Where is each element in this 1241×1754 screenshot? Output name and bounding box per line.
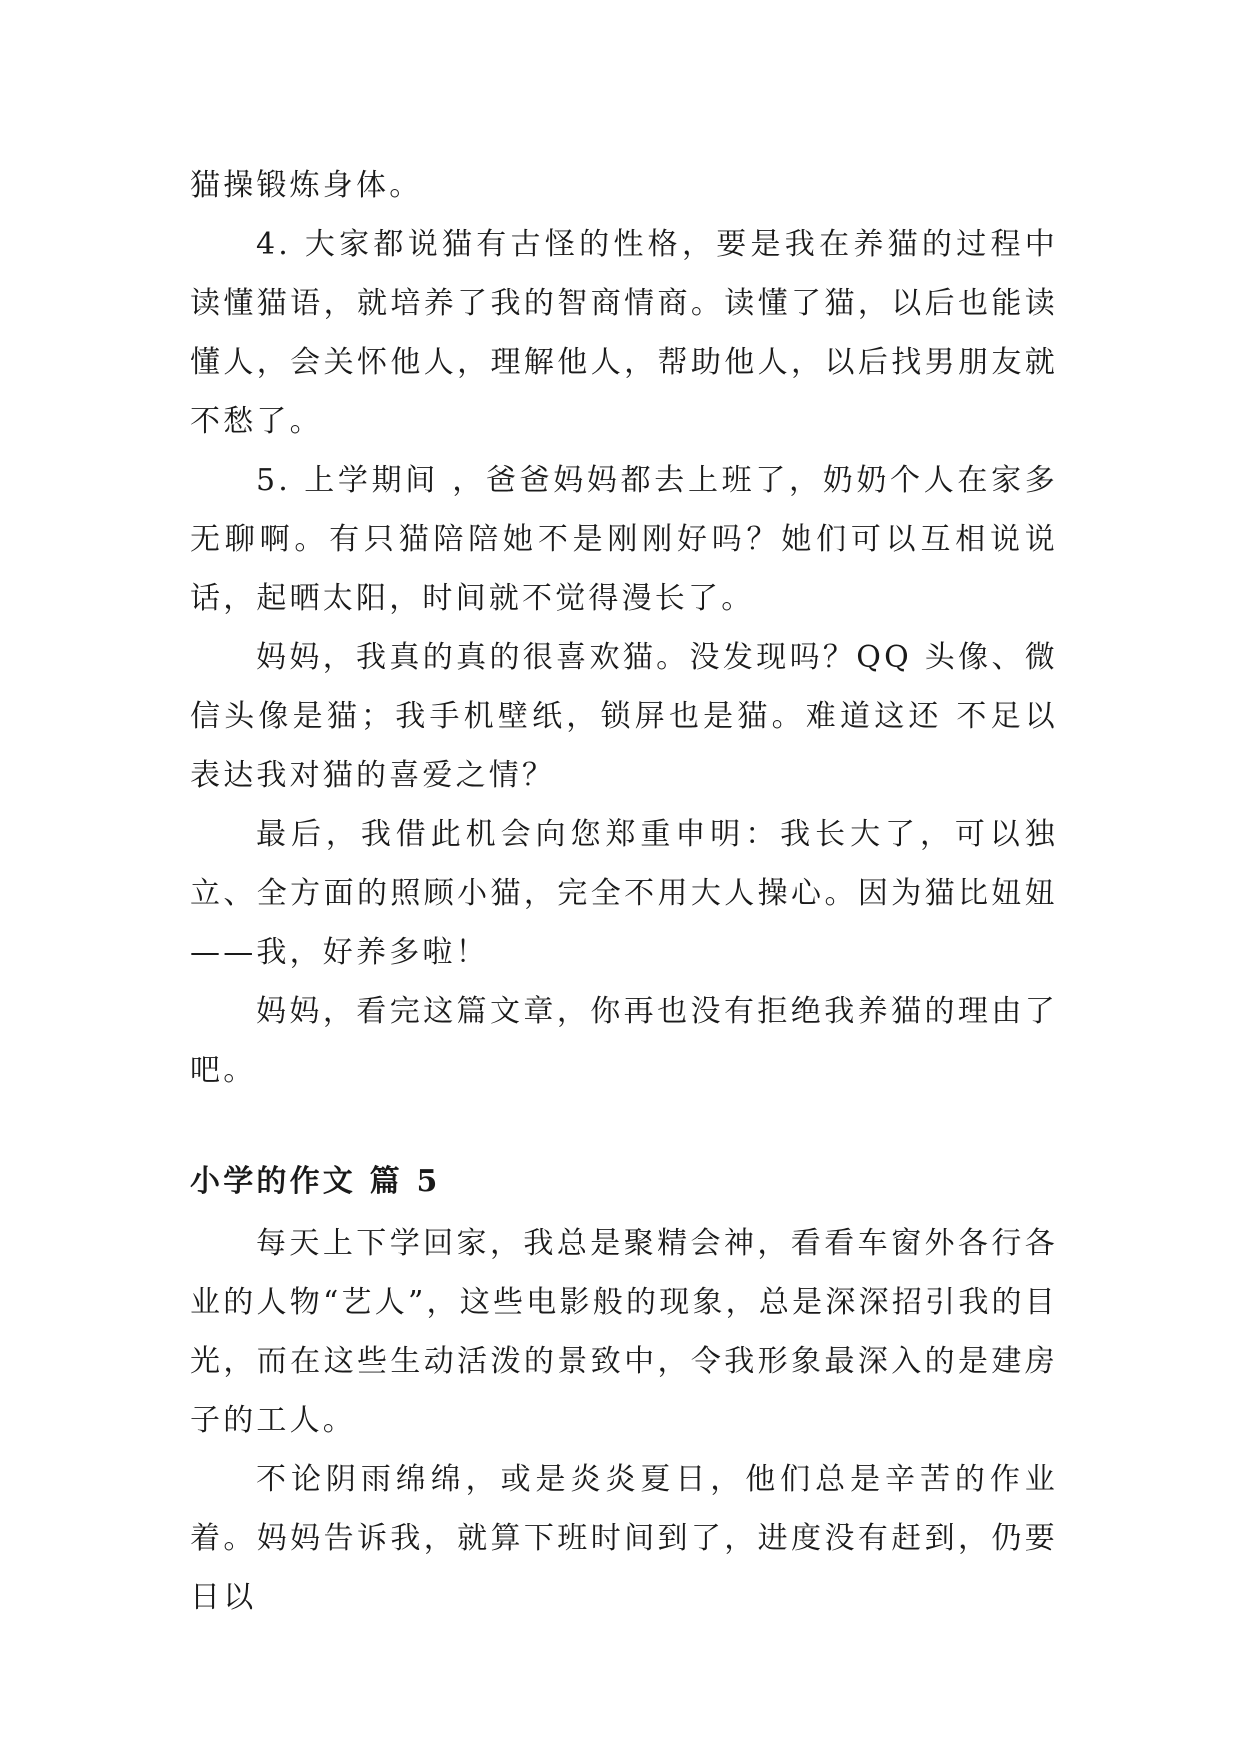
- paragraph-love-cats: 妈妈，我真的真的很喜欢猫。没发现吗？QQ 头像、微信头像是猫；我手机壁纸，锁屏也是猫。难道这还 不足以表达我对猫的喜爱之情？: [190, 640, 1058, 793]
- paragraph-point-5: 5. 上学期间 ，爸爸妈妈都去上班了，奶奶个人在家多无聊啊。有只猫陪陪她不是刚刚好吗？她们可以互相说说话，起晒太阳，时间就不觉得漫长了。: [190, 463, 1058, 616]
- document-body: [190, 156, 1058, 1627]
- paragraph-declaration: 最后，我借此机会向您郑重申明：我长大了，可以独立、全方面的照顾小猫，完全不用大人操心。因为猫比妞妞——我，好养多啦！: [190, 817, 1058, 970]
- paragraph-workers: 不论阴雨绵绵，或是炎炎夏日，他们总是辛苦的作业着。妈妈告诉我，就算下班时间到了，进度没有赶到，仍要日以: [190, 1462, 1058, 1615]
- paragraph-commute: 每天上下学回家，我总是聚精会神，看看车窗外各行各业的人物“艺人”，这些电影般的现象，总是深深招引我的目光，而在这些生动活泼的景致中，令我形象最深入的是建房子的工人。: [190, 1226, 1058, 1438]
- paragraph-point-4: 4. 大家都说猫有古怪的性格，要是我在养猫的过程中读懂猫语，就培养了我的智商情商。读懂了猫，以后也能读懂人，会关怀他人，理解他人，帮助他人，以后找男朋友就不愁了。: [190, 227, 1058, 439]
- paragraph-closing: 妈妈，看完这篇文章，你再也没有拒绝我养猫的理由了吧。: [190, 994, 1058, 1088]
- paragraph-continuation: 猫操锻炼身体。: [190, 168, 423, 203]
- section-heading: 小学的作文 篇 5: [190, 1164, 441, 1199]
